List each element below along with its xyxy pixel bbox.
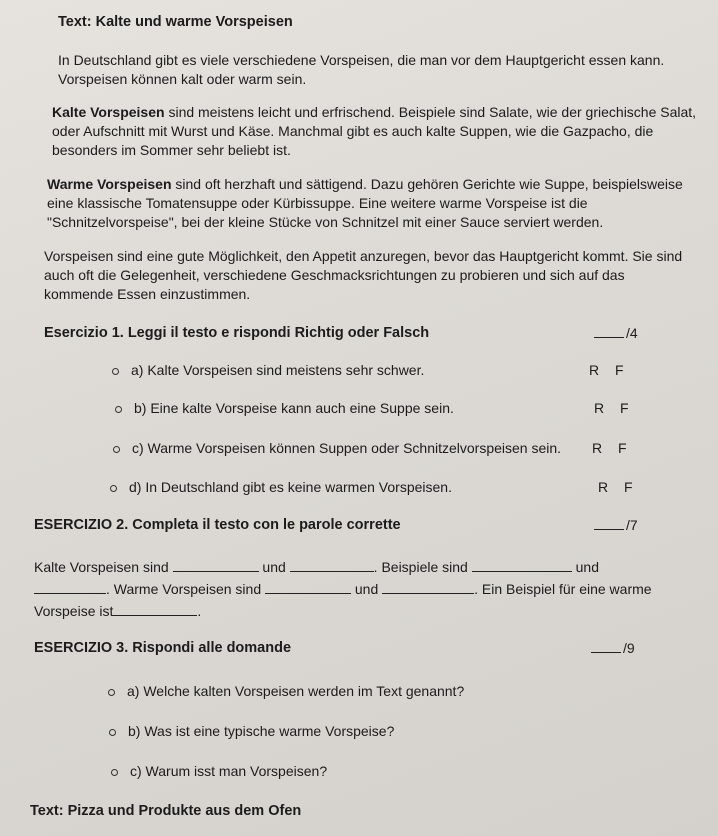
- exercise2-line3: Vorspeise ist .: [34, 603, 202, 619]
- exercise1-item-a: a) Kalte Vorspeisen sind meistens sehr schwer.: [112, 362, 424, 378]
- text-title: Text: Kalte und warme Vorspeisen: [58, 14, 293, 30]
- bullet-icon: [113, 446, 120, 453]
- exercise3-title: ESERCIZIO 3. Rispondi alle domande: [34, 640, 292, 656]
- blank-4[interactable]: [34, 581, 106, 594]
- blank-7[interactable]: [113, 603, 197, 616]
- cold-heading: Kalte Vorspeisen: [52, 104, 165, 120]
- blank-2[interactable]: [290, 559, 374, 572]
- cold-text: sind meistens leicht und erfrischend. Beispiele sind Salate, wie der griechische Salat, oder Aufschnitt mit Wurst und Käse. Manchmal gibt es auch kalte Suppen, wie die Gazpacho, die besonders im Sommer sehr beliebt ist.: [52, 104, 697, 158]
- bullet-icon: [109, 729, 116, 736]
- exercise1-item-c: c) Warme Vorspeisen können Suppen oder Schnitzelvorspeisen sein.: [113, 440, 561, 456]
- bullet-icon: [112, 368, 119, 375]
- bullet-icon: [115, 406, 122, 413]
- exercise1-title: Esercizio 1. Leggi il testo e rispondi Richtig oder Falsch: [44, 325, 430, 341]
- exercise1-item-b: b) Eine kalte Vorspeise kann auch eine Suppe sein.: [115, 400, 454, 416]
- exercise3-question-c: c) Warum isst man Vorspeisen?: [111, 763, 327, 779]
- bullet-icon: [111, 769, 118, 776]
- paragraph-conclusion: Vorspeisen sind eine gute Möglichkeit, den Appetit anzuregen, bevor das Hauptgericht kommt. Sie sind auch oft die Gelegenheit, verschiedene Geschmacksrichtungen zu probieren und sich auf das kommende Essen einzustimmen.: [44, 248, 683, 302]
- exercise1-score: /4: [594, 325, 638, 341]
- exercise2-score: /7: [594, 517, 638, 533]
- paragraph-intro: In Deutschland gibt es viele verschiedene Vorspeisen, die man vor dem Hauptgericht essen kann. Vorspeisen können kalt oder warm sein.: [58, 52, 665, 87]
- warm-heading: Warme Vorspeisen: [47, 176, 172, 192]
- exercise1-rf-b[interactable]: R F: [594, 400, 629, 416]
- blank-6[interactable]: [382, 581, 474, 594]
- blank-1[interactable]: [173, 559, 259, 572]
- exercise2-line1: Kalte Vorspeisen sind und . Beispiele sind und: [34, 559, 599, 575]
- paragraph-warm: [47, 175, 697, 232]
- bullet-icon: [110, 485, 117, 492]
- exercise2-title: ESERCIZIO 2. Completa il testo con le parole corrette: [34, 517, 401, 533]
- exercise1-rf-c[interactable]: R F: [592, 440, 627, 456]
- exercise2-text: [34, 556, 684, 622]
- exercise2-line2: . Warme Vorspeisen sind und . Ein Beispiel für eine warme: [34, 578, 684, 600]
- warm-text: sind oft herzhaft und sättigend. Dazu gehören Gerichte wie Suppe, beispielsweise eine klassische Tomatensuppe oder Kürbissuppe. Eine weitere warme Vorspeise ist die "Schnitzelvorspeise", bei der kleine Stücke von Schnitzel mit einer Sauce serviert werden.: [47, 176, 683, 230]
- exercise1-item-d: d) In Deutschland gibt es keine warmen Vorspeisen.: [110, 479, 452, 495]
- bullet-icon: [108, 689, 115, 696]
- blank-3[interactable]: [472, 559, 572, 572]
- exercise1-rf-a[interactable]: R F: [589, 362, 624, 378]
- text2-title: Text: Pizza und Produkte aus dem Ofen: [30, 803, 302, 819]
- exercise3-question-a: a) Welche kalten Vorspeisen werden im Text genannt?: [108, 683, 464, 699]
- paragraph-cold: [52, 103, 702, 160]
- exercise3-score: /9: [591, 640, 635, 656]
- blank-5[interactable]: [265, 581, 351, 594]
- exercise1-rf-d[interactable]: R F: [598, 479, 633, 495]
- exercise3-question-b: b) Was ist eine typische warme Vorspeise?: [109, 723, 394, 739]
